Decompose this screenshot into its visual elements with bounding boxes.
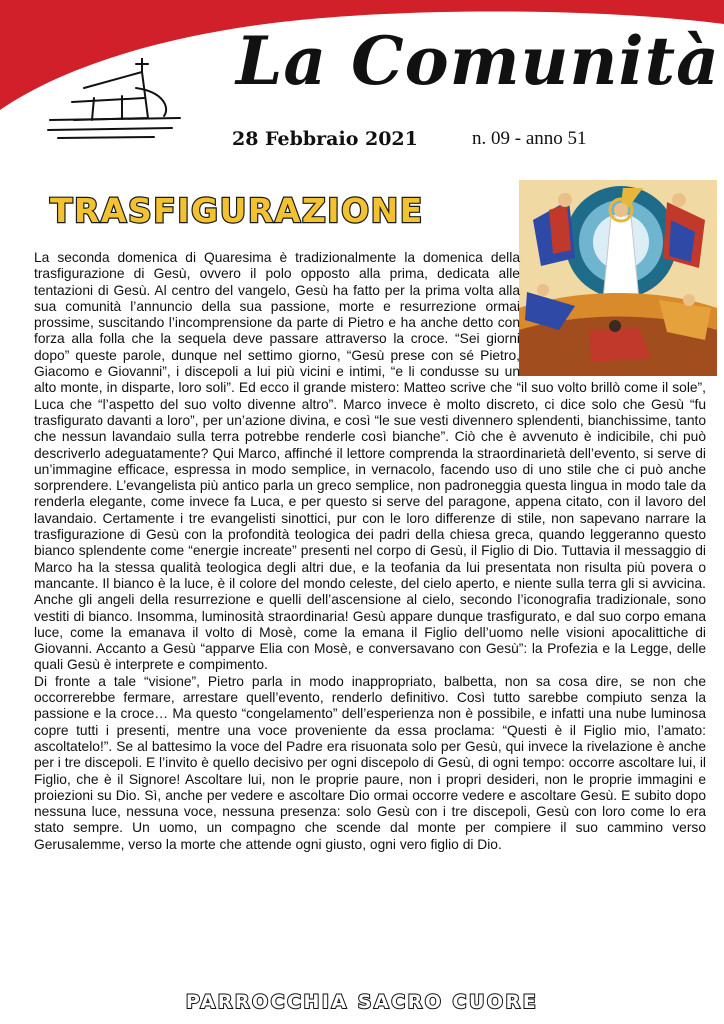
article-body <box>34 250 706 853</box>
footer-parish-name <box>0 986 724 1016</box>
image-text-wrap-spacer <box>520 250 706 378</box>
article-paragraph: Di fronte a tale “visione”, Pietro parla in modo inappropriato, balbetta, non sa cosa dire, se non che occorrerebbe fermare, arrestare quell’evento, renderlo definitivo. Così tutto sarebbe compiuto senza la passione e la croce… Ma questo “congelamento” dell’esperienza non è possibile, e infatti una nube luminosa copre tutti i presenti, mentre una voce proveniente da essa proclama: “Questi è il Figlio mio, l’amato: ascoltatelo!”. Se al battesimo la voce del Padre era risuonata solo per Gesù, qui invece la rivelazione è anche per i tre discepoli. E l’invito è quello decisivo per ogni discepolo di Gesù, di ogni tempo: occorre ascoltare lui, il Figlio, che è il Signore! Ascoltare lui, non le proprie paure, non i propri desideri, non le proprie immagini e proiezioni su Dio. Sì, anche per vedere e ascoltare Dio ormai occorre vedere e ascoltare Gesù. E subito dopo nessuna luce, nessuna voce, nessuna presenza: solo Gesù con i tre discepoli, Gesù con loro come lo era stato sempre. Un uomo, un compagno che scende dal monte per compiere il suo cammino verso Gerusalemme, verso la morte che attende ogni giusto, ogni vero figlio di Dio. <box>34 673 706 852</box>
church-logo-icon <box>44 58 184 148</box>
article-title <box>46 182 486 232</box>
svg-text:PARROCCHIA SACRO CUORE: PARROCCHIA SACRO CUORE <box>185 991 539 1013</box>
article-paragraph: La seconda domenica di Quaresima è tradizionalmente la domenica della trasfigurazione di Gesù, ovvero il polo opposto alla prima, dedicata alle tentazioni di Gesù. Al centro del vangelo, Gesù ha fatto per la prima volta alla sua comunità l’annuncio della sua passione, morte e resurrezione ormai prossime, suscitando l’incomprensione da parte di Pietro e ha anche detto con forza alla folla che la sequela deve passare attraverso la croce. “Sei giorni dopo” queste parole, dunque nel settimo giorno, “Gesù prese con sé Pietro, Giacomo e Giovanni”, i discepoli a lui più vicini e intimi, “e li condusse su un alto monte, in disparte, loro soli”. Ed ecco il grande mistero: Matteo scrive che “il suo volto brillò come il sole”, Luca che “l’aspetto del suo volto divenne altro”. Marco invece è molto discreto, ci dice solo che Gesù “fu trasfigurato davanti a loro”, per un’azione divina, e così “le sue vesti divennero splendenti, bianchissime, tanto che nessun lavandaio sulla terra potrebbe renderle così bianche”. Ciò che è avvenuto è indicibile, chi può descriverlo adeguatamente? Qui Marco, affinché il lettore comprenda la straordinarietà dell’evento, si serve di un’immagine efficace, espressa in modo semplice, in vernacolo, facendo uso di uno stile che ci può anche sorprendere. L’evangelista più antico parla un greco semplice, non padroneggia questa lingua in modo tale da renderla elegante, come invece fa Luca, e per questo si serve del paragone, appena citato, con il lavoro del lavandaio. Certamente i tre evangelisti sinottici, pur con le loro differenze di stile, non sapevano narrare la trasfigurazione di Gesù con la profondità teologica dei padri della chiesa greca, quando leggeranno questo bianco splendente come “energie increate” presenti nel corpo di Gesù, il Figlio di Dio. Tuttavia il messaggio di Marco ha la stessa qualità teologica degli altri due, e la teofania da lui presentata non risulta più povera o mancante. Il bianco è la luce, è il colore del mondo celeste, del cielo aperto, e niente sulla terra gli si avvicina. Anche gli angeli della resurrezione e quelli dell’ascensione al cielo, secondo l’iconografia tradizionale, sono vestiti di bianco. Insomma, luminosità straordinaria! Gesù appare dunque trasfigurato, e dal suo corpo emana luce, come la emanava il volto di Mosè, come la emana il Figlio dell’uomo nelle visioni apocalittiche di Giovanni. Accanto a Gesù “apparve Elia con Mosè, e conversavano con Gesù”: la Profezia e la Legge, delle quali Gesù è interprete e compimento. <box>34 250 706 673</box>
issue-date: 28 Febbraio 2021 <box>232 128 418 150</box>
masthead-title: La Comunità <box>236 22 720 100</box>
issue-number: n. 09 - anno 51 <box>472 128 587 149</box>
svg-text:TRASFIGURAZIONE: TRASFIGURAZIONE <box>50 191 424 230</box>
